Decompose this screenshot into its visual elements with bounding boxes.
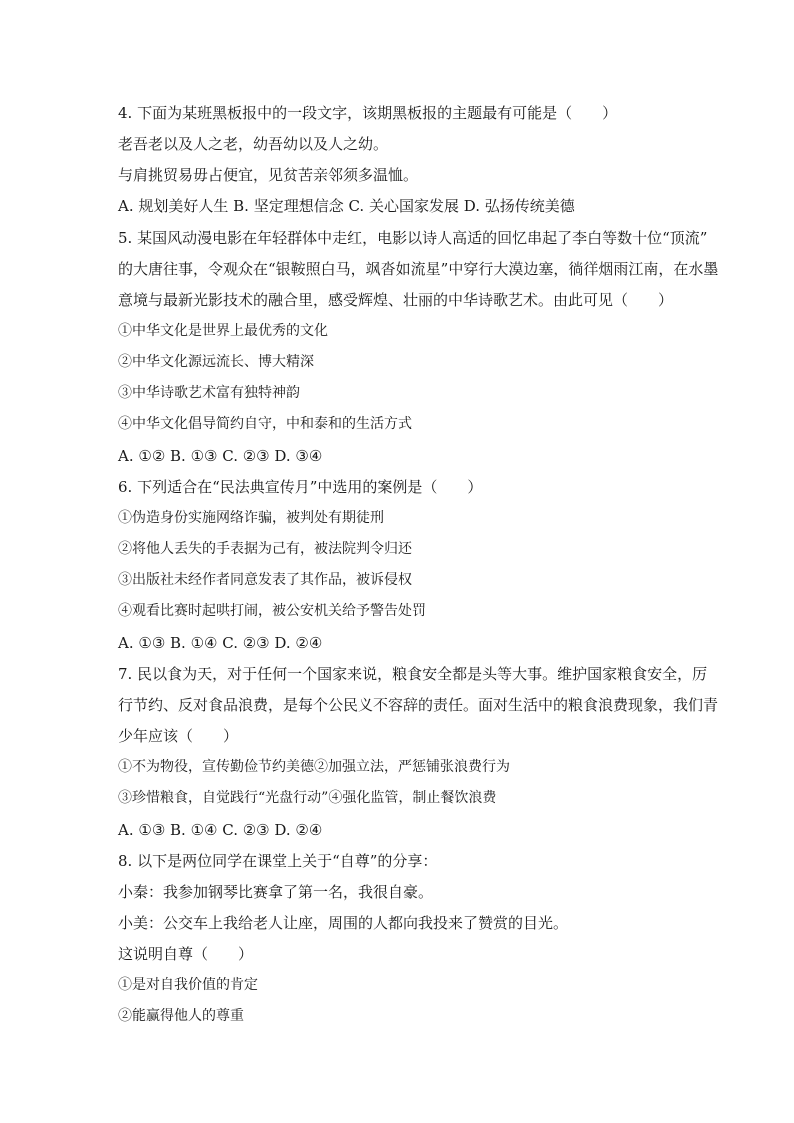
q8-item-2: ②能赢得他人的尊重: [118, 1008, 244, 1024]
q7-stem-3: 少年应该（ ）: [118, 727, 239, 745]
q6-item-2: ②将他人丢失的手表据为己有，被法院判令归还: [118, 541, 412, 557]
q6-item-4: ④观看比赛时起哄打闹，被公安机关给予警告处罚: [118, 603, 426, 619]
q8-prompt: 这说明自尊（ ）: [118, 945, 254, 963]
q5-item-4: ④中华文化倡导简约自守，中和泰和的生活方式: [118, 416, 412, 432]
q4-stem: 4. 下面为某班黑板报中的一段文字，该期黑板报的主题最有可能是（ ）: [118, 104, 618, 122]
q5-item-3: ③中华诗歌艺术富有独特神韵: [118, 385, 300, 401]
q8-share-1: 小秦：我参加钢琴比赛拿了第一名，我很自豪。: [118, 883, 434, 901]
q8-item-1: ①是对自我价值的肯定: [118, 977, 258, 993]
q4-text-2: 与肩挑贸易毋占便宜，见贫苦亲邻须多温恤。: [118, 166, 419, 184]
q5-item-2: ②中华文化源远流长、博大精深: [118, 354, 314, 370]
q7-options: A. ①③ B. ①④ C. ②③ D. ②④: [118, 821, 323, 839]
q5-item-1: ①中华文化是世界上最优秀的文化: [118, 323, 328, 339]
q7-items-1: ①不为物役，宣传勤俭节约美德②加强立法，严惩铺张浪费行为: [118, 759, 510, 775]
q4-options: A. 规划美好人生 B. 坚定理想信念 C. 关心国家发展 D. 弘扬传统美德: [118, 197, 575, 215]
q7-stem-1: 7. 民以食为天，对于任何一个国家来说，粮食安全都是头等大事。维护国家粮食安全，厉: [118, 665, 708, 683]
q6-item-3: ③出版社未经作者同意发表了其作品，被诉侵权: [118, 572, 412, 588]
q5-options: A. ①② B. ①③ C. ②③ D. ③④: [118, 447, 323, 465]
q6-stem: 6. 下列适合在“民法典宣传月”中选用的案例是（ ）: [118, 478, 483, 496]
q8-share-2: 小美：公交车上我给老人让座，周围的人都向我投来了赞赏的目光。: [118, 914, 569, 932]
q5-stem-2: 的大唐往事，令观众在“银鞍照白马，飒沓如流星”中穿行大漠边塞，徜徉烟雨江南，在水墨: [118, 260, 719, 278]
q4-text-1: 老吾老以及人之老，幼吾幼以及人之幼。: [118, 135, 389, 153]
q5-stem-3: 意境与最新光影技术的融合里，感受辉煌、壮丽的中华诗歌艺术。由此可见（ ）: [118, 291, 674, 309]
q8-stem: 8. 以下是两位同学在课堂上关于“自尊”的分享：: [118, 852, 438, 870]
q5-stem-1: 5. 某国风动漫电影在年轻群体中走红，电影以诗人高适的回忆串起了李白等数十位“顶流”: [118, 229, 708, 247]
q7-stem-2: 行节约、反对食品浪费，是每个公民义不容辞的责任。面对生活中的粮食浪费现象，我们青: [118, 696, 719, 714]
q6-item-1: ①伪造身份实施网络诈骗，被判处有期徒刑: [118, 510, 384, 526]
q7-items-2: ③珍惜粮食，自觉践行“光盘行动”④强化监管，制止餐饮浪费: [118, 790, 497, 806]
q6-options: A. ①③ B. ①④ C. ②③ D. ②④: [118, 634, 323, 652]
